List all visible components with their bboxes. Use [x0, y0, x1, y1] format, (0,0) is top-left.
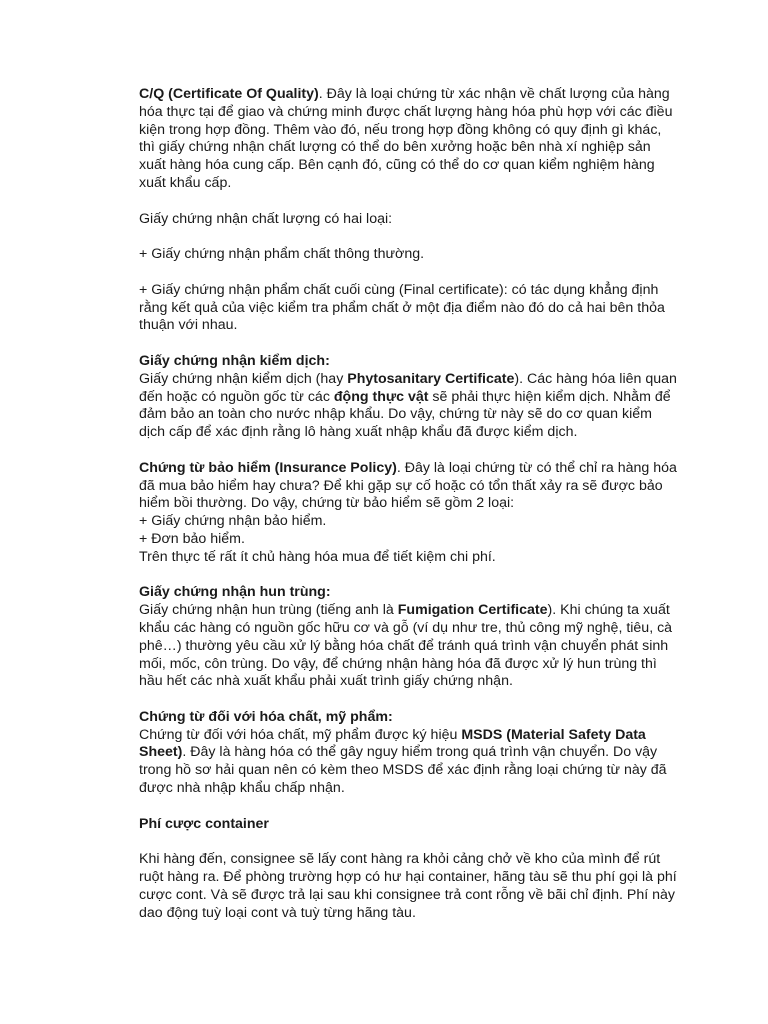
msds-text-2: . Đây là hàng hóa có thể gây nguy hiểm trong quá trình vận chuyển. Do vậy trong hồ sơ hải quan nên có kèm theo MSDS để xác định rằng loại chứng từ này đã được nhà nhập khẩu chấp nhận.	[139, 744, 667, 797]
phyto-paragraph	[139, 371, 679, 442]
container-fee-heading-text: Phí cược container	[139, 815, 269, 832]
phyto-bold-2: động thực vật	[333, 388, 429, 405]
cq-type-1: + Giấy chứng nhận phẩm chất thông thường.	[139, 246, 425, 263]
insurance-item-1: + Giấy chứng nhận bảo hiểm.	[139, 513, 327, 530]
cq-type-2: + Giấy chứng nhận phẩm chất cuối cùng (Final certificate): có tác dụng khẳng định rằng kết quả của việc kiểm tra phẩm chất ở một địa điểm nào đó do cả hai bên thỏa thuận với nhau.	[139, 281, 665, 334]
phyto-heading	[139, 353, 679, 371]
msds-heading	[139, 709, 679, 727]
fumigation-text-1: Giấy chứng nhận hun trùng (tiếng anh là	[139, 602, 398, 619]
insurance-note: Trên thực tế rất ít chủ hàng hóa mua để tiết kiệm chi phí.	[139, 548, 496, 565]
msds-bold-1: MSDS (Material Safety Data Sheet)	[139, 726, 646, 761]
phyto-text-2: ). Các hàng hóa liên quan đến hoặc có nguồn gốc từ các	[139, 370, 677, 405]
container-fee-body: Khi hàng đến, consignee sẽ lấy cont hàng ra khỏi cảng chở về kho của mình để rút ruột hàng ra. Để phòng trường hợp có hư hại container, hãng tàu sẽ thu phí gọi là phí cược cont. Và sẽ được trả lại sau khi consignee trả cont rỗng về bãi chỉ định. Phí này dao động tuỳ loại cont và tuỳ từng hãng tàu.	[139, 851, 677, 921]
fumigation-text-2: ). Khi chúng ta xuất khẩu các hàng có nguồn gốc hữu cơ và gỗ (ví dụ như tre, thủ công mỹ nghệ, tiêu, cà phê…) thường yêu cầu xử lý bằng hóa chất để tránh quá trình vận chuyển phát sinh mối, mốc, côn trùng. Do vậy, để chứng nhận hàng hóa đã được xử lý hun trùng thì hầu hết các nhà xuất khẩu phải xuất trình giấy chứng nhận.	[139, 602, 673, 690]
fumigation-bold-1: Fumigation Certificate	[397, 602, 548, 619]
cq-paragraph	[139, 86, 679, 193]
msds-text-1: Chứng từ đối với hóa chất, mỹ phẩm được ký hiệu	[139, 726, 462, 743]
cq-body: . Đây là loại chứng từ xác nhận về chất lượng của hàng hóa thực tại để giao và chứng minh được chất lượng hàng hóa phù hợp với các điều kiện trong hợp đồng. Thêm vào đó, nếu trong hợp đồng không có quy định gì khác, thì giấy chứng nhận chất lượng có thể do bên xưởng hoặc bên nhà xí nghiệp sản xuất hàng hóa cung cấp. Bên cạnh đó, cũng có thể do cơ quan kiểm nghiệm hàng xuất khẩu cấp.	[139, 86, 673, 191]
container-fee-heading	[139, 816, 679, 834]
phyto-text-3: sẽ phải thực hiện kiểm dịch. Nhằm để đảm bảo an toàn cho nước nhập khẩu. Do vậy, chứng từ này sẽ do cơ quan kiểm dịch cấp để xác định rằng lô hàng xuất nhập khẩu đã được kiểm dịch.	[139, 388, 671, 441]
insurance-title: Chứng từ bảo hiểm (Insurance Policy)	[139, 459, 397, 476]
phyto-heading-text: Giấy chứng nhận kiểm dịch:	[139, 352, 330, 369]
fumigation-heading	[139, 584, 679, 602]
fumigation-heading-text: Giấy chứng nhận hun trùng:	[139, 584, 331, 601]
insurance-paragraph	[139, 460, 679, 513]
phyto-bold-1: Phytosanitary Certificate	[347, 370, 515, 387]
fumigation-paragraph	[139, 602, 679, 691]
phyto-text-1: Giấy chứng nhận kiểm dịch (hay	[139, 370, 348, 387]
cq-types-intro: Giấy chứng nhận chất lượng có hai loại:	[139, 210, 393, 227]
cq-title: C/Q (Certificate Of Quality)	[139, 86, 319, 102]
insurance-item-2: + Đơn bảo hiểm.	[139, 530, 245, 547]
msds-heading-text: Chứng từ đối với hóa chất, mỹ phẩm:	[139, 708, 393, 725]
document-page	[139, 86, 679, 922]
insurance-body: . Đây là loại chứng từ có thể chỉ ra hàng hóa đã mua bảo hiểm hay chưa? Để khi gặp sự cố hoặc có tổn thất xảy ra sẽ được bảo hiểm bồi thường. Do vậy, chứng từ bảo hiểm sẽ gồm 2 loại:	[139, 459, 677, 512]
msds-paragraph	[139, 727, 679, 798]
